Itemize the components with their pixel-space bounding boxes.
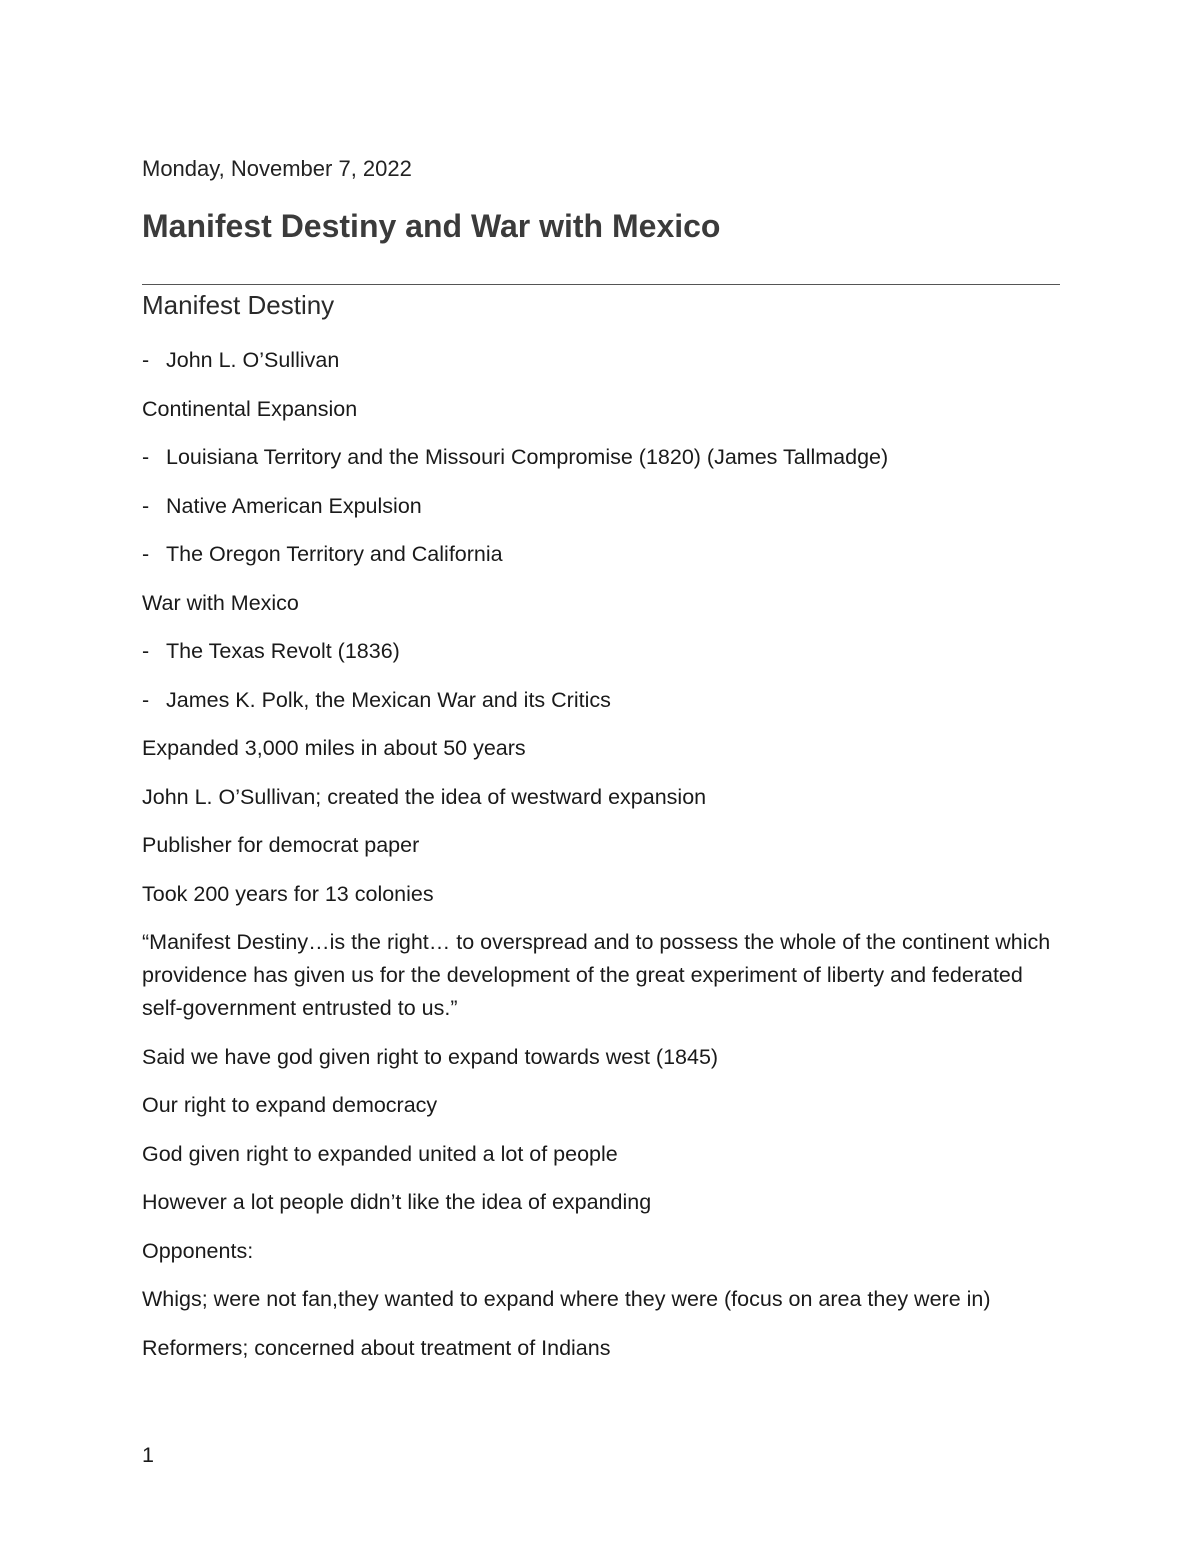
section-heading: Manifest Destiny <box>142 290 335 320</box>
bullet-item <box>142 635 1060 668</box>
dash-marker: - <box>142 639 150 663</box>
dash-marker: - <box>142 493 150 518</box>
bullet-item <box>142 684 1060 717</box>
note-line: Expanded 3,000 miles in about 50 years <box>142 736 526 760</box>
page-title: Manifest Destiny and War with Mexico <box>142 208 721 244</box>
note-line: John L. O’Sullivan; created the idea of westward expansion <box>142 784 707 809</box>
note-line: Our right to expand democracy <box>142 1093 438 1117</box>
dash-marker: - <box>142 687 150 712</box>
bullet-item <box>142 344 1060 377</box>
note-line: Opponents: <box>142 1238 254 1263</box>
bullet-text: James K. Polk, the Mexican War and its Critics <box>166 687 611 712</box>
note-line: War with Mexico <box>142 590 299 615</box>
bullet-text: Louisiana Territory and the Missouri Compromise (1820) (James Tallmadge) <box>166 445 889 469</box>
bullet-text: Native American Expulsion <box>166 493 422 518</box>
note-line: Continental Expansion <box>142 396 358 421</box>
note-paragraph: Whigs; were not fan,they wanted to expand where they were (focus on area they were in) <box>142 1287 991 1311</box>
title-divider <box>142 284 1060 285</box>
quote-paragraph: “Manifest Destiny…is the right… to overspread and to possess the whole of the continent which providence has given us for the development of the great experiment of liberty and federated self-government entrusted to us.” <box>142 930 1051 1020</box>
bullet-item <box>142 538 1060 571</box>
note-date: Monday, November 7, 2022 <box>142 156 412 181</box>
note-line: God given right to expanded united a lot of people <box>142 1141 618 1166</box>
note-body <box>142 344 1060 1380</box>
bullet-text: The Oregon Territory and California <box>166 542 503 566</box>
bullet-item <box>142 490 1060 523</box>
dash-marker: - <box>142 445 150 469</box>
dash-marker: - <box>142 542 150 566</box>
bullet-text: The Texas Revolt (1836) <box>166 639 400 663</box>
note-line: Took 200 years for 13 colonies <box>142 881 434 906</box>
bullet-text: John L. O’Sullivan <box>166 348 340 372</box>
note-line: Said we have god given right to expand towards west (1845) <box>142 1044 719 1069</box>
note-line: Publisher for democrat paper <box>142 833 420 857</box>
dash-marker: - <box>142 348 150 372</box>
page-number: 1 <box>142 1443 154 1467</box>
note-line: Reformers; concerned about treatment of Indians <box>142 1335 611 1360</box>
bullet-item <box>142 441 1060 474</box>
note-line: However a lot people didn’t like the idea of expanding <box>142 1190 652 1214</box>
